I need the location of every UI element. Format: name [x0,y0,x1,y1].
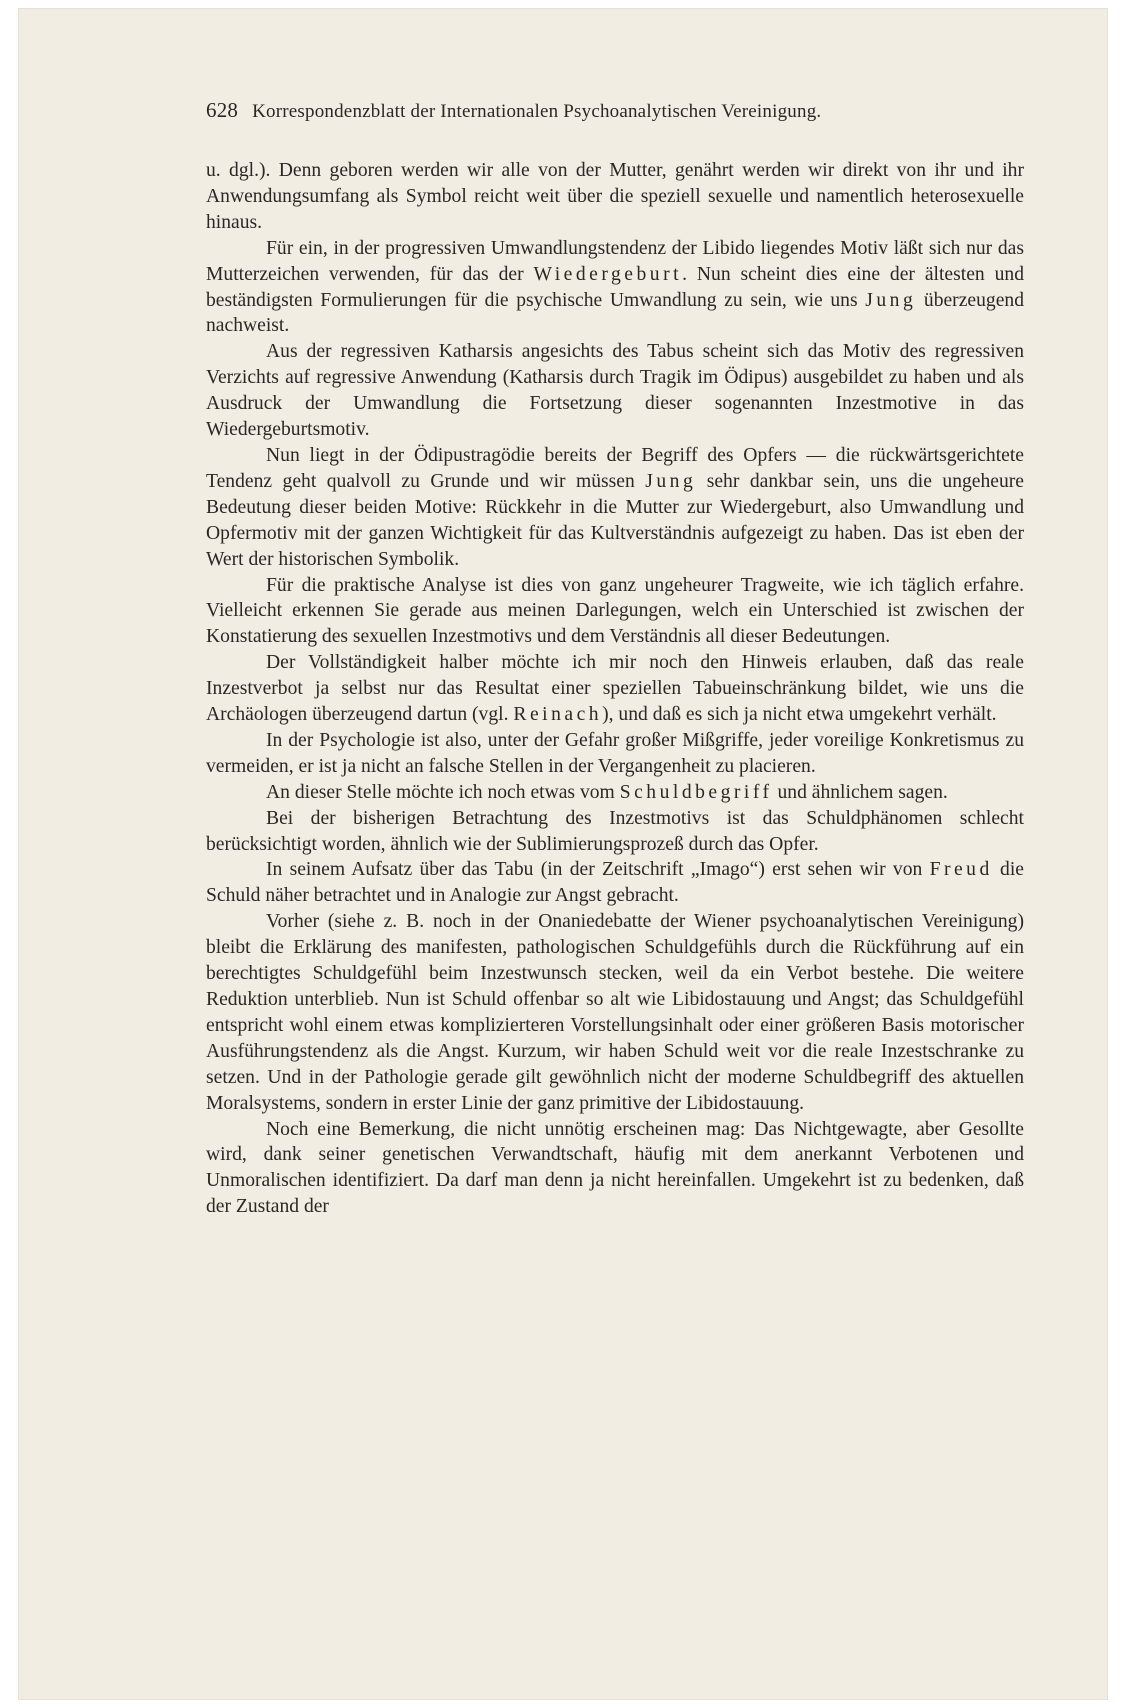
running-title: Korrespondenzblatt der Internationalen Psychoanalytischen Vereinigung. [252,101,822,122]
paragraph-9: Bei der bisherigen Betrachtung des Inzestmotivs ist das Schuldphänomen schlecht berücksichtigt worden, ähnlich wie der Sublimierungsprozeß durch das Opfer. [206,807,1024,855]
text-run: sehr dankbar sein, uns die ungeheure Bedeutung dieser beiden Motive: Rückkehr in die Mutter zur Wiedergeburt, also Umwandlung und Opfermotiv mit der ganzen Wichtigkeit für das Kultverständnis aufgezeigt zu haben. Das ist eben der Wert der historischen Symbolik. [206,470,1024,570]
spaced-term: Wiedergeburt [533,263,683,285]
text-run: Der Vollständigkeit halber möchte ich mir noch den Hinweis erlauben, daß das reale Inzestverbot ja selbst nur das Resultat einer speziellen Tabueinschränkung bildet, wie uns die Archäologen überzeugend dartun (vgl. [206,652,1024,726]
text-run: überzeugend nachweist. [206,289,1024,337]
body-text [206,158,1024,1220]
text-run: Nun liegt in der Ödipustragödie bereits der Begriff des Opfers — die rückwärtsgerichtete Tendenz geht qualvoll zu Grunde und wir müssen [206,444,1024,492]
text-run: An dieser Stelle möchte ich noch etwas vom [266,781,620,803]
text-run: Für ein, in der progressiven Umwandlungstendenz der Libido liegendes Motiv läßt sich nur das Mutterzeichen verwenden, für das der [206,237,1024,285]
spaced-term: Reinach [513,704,603,726]
paragraph-1: u. dgl.). Denn geboren werden wir alle von der Mutter, genährt werden wir direkt von ihr und ihr Anwendungsumfang als Symbol reicht weit über die speziell sexuelle und namentlich heterosexuelle hinaus. [206,160,1024,233]
text-run: In seinem Aufsatz über das Tabu (in der Zeitschrift „Imago“) erst sehen wir von [266,859,930,881]
paragraph-2 [206,236,1024,340]
book-page [18,8,1108,1700]
text-run: . Nun scheint dies eine der ältesten und beständigsten Formulierungen für die psychische Umwandlung zu sein, wie uns [206,263,1024,311]
paragraph-11: Vorher (siehe z. B. noch in der Onaniedebatte der Wiener psychoanalytischen Vereinigung) bleibt die Erklärung des manifesten, pathologischen Schuldgefühls durch die Rückführung auf ein berechtigtes Schuldgefühl beim Inzestwunsch stecken, weil da ein Verbot bestehe. Die weitere Reduktion unterblieb. Nun ist Schuld offenbar so alt wie Libidostauung und Angst; das Schuldgefühl entspricht wohl einem etwas komplizierteren Vorstellungsinhalt oder einer größeren Basis motorischer Ausführungstendenz als die Angst. Kurzum, wir haben Schuld weit vor die reale Inzestschranke zu setzen. Und in der Pathologie gerade gilt gewöhnlich nicht der moderne Schuldbegriff des aktuellen Moralsystems, sondern in erster Linie der ganz primitive der Libidostauung. [206,911,1024,1114]
text-run: die Schuld näher betrachtet und in Analogie zur Angst gebracht. [206,859,1024,907]
spaced-term: Jung [645,470,697,492]
text-run: und ähnlichem sagen. [772,781,948,803]
paragraph-3: Aus der regressiven Katharsis angesichts des Tabus scheint sich das Motiv des regressiven Verzichts auf regressive Anwendung (Katharsis durch Tragik im Ödipus) ausgebildet zu haben und als Ausdruck der Umwandlung die Fortsetzung dieser sogenannten Inzestmotive in das Wiedergeburtsmotiv. [206,341,1024,441]
paragraph-8 [206,780,1024,806]
spaced-term: Jung [865,289,917,311]
text-run: ), und daß es sich ja nicht etwa umgekehrt verhält. [602,704,997,726]
paragraph-12: Noch eine Bemerkung, die nicht unnötig erscheinen mag: Das Nichtgewagte, aber Gesollte wird, dank seiner genetischen Verwandtschaft, häufig mit dem anerkannt Verbotenen und Unmoralischen identifiziert. Da darf man denn ja nicht hereinfallen. Umgekehrt ist zu bedenken, daß der Zustand der [206,1118,1024,1218]
running-header [206,98,996,123]
paragraph-5: Für die praktische Analyse ist dies von ganz ungeheurer Tragweite, wie ich täglich erfahre. Vielleicht erkennen Sie gerade aus meinen Darlegungen, welch ein Unterschied ist zwischen der Konstatierung des sexuellen Inzestmotivs und dem Verständnis all dieser Bedeutungen. [206,574,1024,648]
paragraph-7: In der Psychologie ist also, unter der Gefahr großer Mißgriffe, jeder voreilige Konkretismus zu vermeiden, er ist ja nicht an falsche Stellen in der Vergangenheit zu placieren. [206,729,1024,777]
paragraph-10 [206,857,1024,909]
paragraph-4 [206,443,1024,573]
spaced-term: Freud [929,859,993,881]
page-number: 628 [206,98,239,122]
paragraph-6 [206,650,1024,728]
spaced-term: Schuldbegriff [619,781,773,803]
